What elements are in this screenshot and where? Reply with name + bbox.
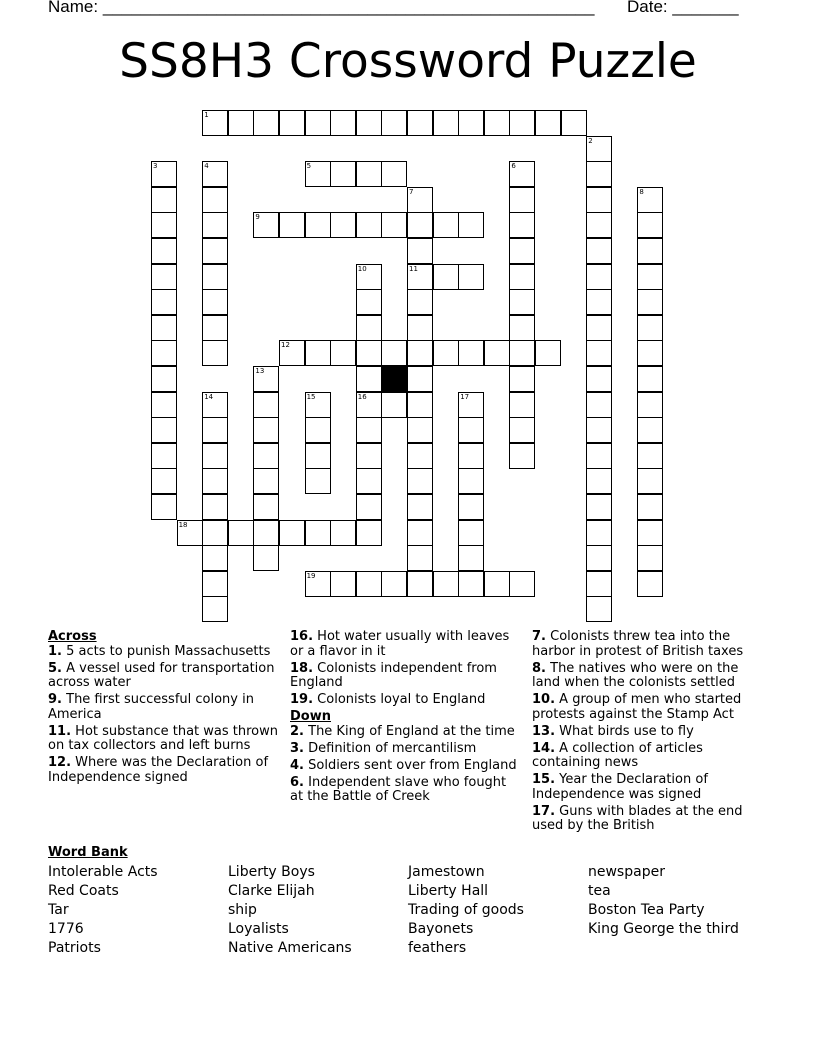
clue-across-1: 1. 5 acts to punish Massachusetts [48, 643, 271, 659]
grid-cell[interactable] [433, 571, 459, 597]
grid-cell[interactable] [433, 264, 459, 290]
grid-cell[interactable] [381, 110, 407, 136]
grid-cell[interactable] [586, 545, 612, 571]
grid-cell[interactable] [202, 212, 228, 238]
grid-cell[interactable] [637, 238, 663, 264]
grid-cell[interactable] [407, 520, 433, 546]
word-bank-item: Bayonets [408, 921, 474, 937]
word-bank-item: King George the third [588, 921, 739, 937]
grid-cell[interactable] [484, 340, 510, 366]
grid-cell[interactable] [253, 417, 279, 443]
grid-cell[interactable] [151, 315, 177, 341]
grid-cell[interactable] [509, 315, 535, 341]
grid-cell[interactable] [535, 110, 561, 136]
grid-cell[interactable] [356, 212, 382, 238]
clue-down-2: 2. The King of England at the time [290, 723, 515, 739]
clue-number: 14 [204, 392, 214, 401]
clue-number: 13 [255, 367, 265, 375]
grid-cell[interactable] [637, 366, 663, 392]
grid-cell[interactable] [407, 110, 433, 136]
word-bank-item: Clarke Elijah [228, 883, 315, 899]
grid-cell[interactable] [253, 468, 279, 494]
grid-cell[interactable] [407, 340, 433, 366]
grid-cell[interactable] [484, 110, 510, 136]
date-line: _______ [672, 0, 739, 16]
grid-cell[interactable] [228, 110, 254, 136]
grid-cell[interactable] [305, 340, 331, 366]
grid-cell[interactable] [253, 494, 279, 520]
grid-cell[interactable] [253, 520, 279, 546]
grid-cell[interactable] [484, 571, 510, 597]
grid-cell[interactable] [202, 264, 228, 290]
grid-cell[interactable] [279, 110, 305, 136]
clue-number: 11 [409, 264, 418, 273]
grid-cell[interactable] [458, 468, 484, 494]
grid-cell[interactable] [202, 468, 228, 494]
grid-cell[interactable] [330, 212, 356, 238]
grid-cell[interactable] [586, 289, 612, 315]
grid-cell[interactable] [586, 366, 612, 392]
grid-cell[interactable] [202, 238, 228, 264]
word-bank-item: tea [588, 883, 611, 899]
grid-cell[interactable] [330, 571, 356, 597]
grid-cell[interactable] [202, 520, 228, 546]
grid-cell[interactable] [330, 340, 356, 366]
grid-cell[interactable] [535, 340, 561, 366]
grid-cell[interactable] [586, 417, 612, 443]
grid-cell[interactable] [407, 366, 433, 392]
word-bank-item: ship [228, 902, 257, 918]
grid-cell[interactable] [458, 545, 484, 571]
grid-cell[interactable] [407, 417, 433, 443]
word-bank-item: newspaper [588, 864, 665, 880]
clue-across-12: 12. Where was the Declaration of Independence signed [48, 755, 269, 785]
grid-cell[interactable] [407, 392, 433, 418]
grid-cell[interactable] [202, 571, 228, 597]
clue-down-17: 17. Guns with blades at the end used by the British [532, 803, 743, 833]
grid-cell[interactable] [253, 545, 279, 571]
clue-down-14: 14. A collection of articles containing news [532, 740, 703, 770]
word-bank-title: Word Bank [48, 845, 128, 860]
grid-cell[interactable] [356, 443, 382, 469]
grid-cell[interactable] [586, 238, 612, 264]
grid-cell[interactable] [637, 212, 663, 238]
grid-cell[interactable] [356, 315, 382, 341]
grid-cell[interactable] [305, 212, 331, 238]
grid-cell[interactable] [151, 212, 177, 238]
grid-cell[interactable] [586, 315, 612, 341]
grid-cell[interactable] [407, 238, 433, 264]
grid-cell[interactable] [458, 340, 484, 366]
grid-cell[interactable] [637, 289, 663, 315]
grid-cell[interactable] [586, 187, 612, 213]
grid-cell[interactable] [433, 212, 459, 238]
grid-cell[interactable] [202, 187, 228, 213]
grid-cell[interactable] [356, 366, 382, 392]
grid-cell[interactable] [151, 340, 177, 366]
grid-cell[interactable] [151, 443, 177, 469]
grid-cell[interactable] [330, 161, 356, 187]
grid-cell[interactable] [151, 187, 177, 213]
clue-across-16: 16. Hot water usually with leaves or a flavor in it [290, 629, 510, 659]
grid-cell[interactable] [330, 520, 356, 546]
word-bank-item: Patriots [48, 940, 101, 956]
grid-cell[interactable] [637, 571, 663, 597]
word-bank-item: Red Coats [48, 883, 119, 899]
grid-cell[interactable] [509, 238, 535, 264]
grid-cell[interactable] [253, 110, 279, 136]
grid-cell[interactable] [356, 571, 382, 597]
grid-cell[interactable] [407, 545, 433, 571]
grid-cell[interactable] [381, 571, 407, 597]
grid-cell[interactable] [561, 110, 587, 136]
clue-down-4: 4. Soldiers sent over from England [290, 757, 517, 773]
grid-cell[interactable] [279, 520, 305, 546]
clue-number: 4 [204, 162, 209, 171]
clue-down-15: 15. Year the Declaration of Independence was signed [532, 772, 708, 802]
grid-cell[interactable] [637, 545, 663, 571]
clue-number: 3 [153, 162, 158, 171]
clue-across-18: 18. Colonists independent from England [290, 660, 497, 690]
grid-cell[interactable] [586, 596, 612, 622]
grid-cell[interactable] [509, 110, 535, 136]
grid-cell[interactable] [433, 340, 459, 366]
grid-cell[interactable] [202, 545, 228, 571]
word-bank-column-1 [48, 863, 158, 958]
word-bank-column-2 [228, 863, 352, 958]
clue-down-10: 10. A group of men who started protests against the Stamp Act [532, 692, 742, 722]
clue-across-11: 11. Hot substance that was thrown on tax collectors and left burns [48, 723, 279, 753]
grid-cell[interactable] [202, 443, 228, 469]
word-bank-column-3 [408, 863, 524, 958]
grid-cell[interactable] [356, 494, 382, 520]
grid-cell[interactable] [407, 212, 433, 238]
page-title: SS8H3 Crossword Puzzle [119, 34, 697, 89]
grid-cell[interactable] [202, 494, 228, 520]
grid-cell[interactable] [356, 417, 382, 443]
grid-cell[interactable] [253, 392, 279, 418]
grid-cell[interactable] [279, 212, 305, 238]
word-bank-item: Jamestown [408, 864, 485, 880]
clue-number: 9 [255, 213, 260, 222]
grid-cell[interactable] [637, 520, 663, 546]
grid-cell[interactable] [305, 468, 331, 494]
grid-cell[interactable] [586, 340, 612, 366]
grid-cell[interactable] [509, 571, 535, 597]
clue-number: 10 [357, 264, 367, 273]
clue-number: 16 [357, 392, 367, 401]
grid-cell[interactable] [586, 443, 612, 469]
grid-cell[interactable] [330, 110, 356, 136]
clues-column-2 [290, 630, 522, 807]
clue-number: 15 [306, 392, 316, 401]
grid-cell[interactable] [458, 264, 484, 290]
grid-cell[interactable] [637, 264, 663, 290]
clue-number: 1 [204, 111, 209, 119]
grid-cell[interactable] [509, 392, 535, 418]
grid-cell[interactable] [509, 340, 535, 366]
grid-cell[interactable] [356, 110, 382, 136]
grid-cell[interactable] [407, 443, 433, 469]
grid-cell[interactable] [381, 161, 407, 187]
word-bank-item: Liberty Hall [408, 883, 489, 899]
grid-cell[interactable] [509, 187, 535, 213]
clue-number: 18 [178, 520, 188, 529]
grid-cell[interactable] [458, 571, 484, 597]
grid-cell[interactable] [151, 468, 177, 494]
grid-cell[interactable] [509, 443, 535, 469]
clue-down-7: 7. Colonists threw tea into the harbor in protest of British taxes [532, 629, 744, 659]
grid-cell[interactable] [509, 212, 535, 238]
word-bank-item: Loyalists [228, 921, 289, 937]
grid-cell[interactable] [637, 468, 663, 494]
grid-cell[interactable] [433, 110, 459, 136]
word-bank-column-4 [588, 863, 739, 939]
grid-cell[interactable] [407, 315, 433, 341]
clue-down-6: 6. Independent slave who fought at the Battle of Creek [290, 774, 507, 804]
clue-number: 19 [306, 571, 316, 580]
grid-cell[interactable] [509, 366, 535, 392]
grid-cell[interactable] [356, 161, 382, 187]
grid-cell[interactable] [151, 494, 177, 520]
grid-cell[interactable] [305, 520, 331, 546]
clue-number: 5 [306, 162, 312, 171]
grid-cell[interactable] [305, 443, 331, 469]
grid-cell[interactable] [586, 212, 612, 238]
clue-across-5: 5. A vessel used for transportation across water [48, 660, 275, 690]
grid-cell[interactable] [356, 289, 382, 315]
word-bank-item: Liberty Boys [228, 864, 315, 880]
word-bank-item: Intolerable Acts [48, 864, 158, 880]
grid-cell[interactable] [151, 392, 177, 418]
clue-down-3: 3. Definition of mercantilism [290, 740, 477, 756]
grid-block [381, 366, 407, 392]
clue-number: 7 [409, 187, 414, 196]
grid-cell[interactable] [637, 417, 663, 443]
grid-cell[interactable] [586, 161, 612, 187]
grid-cell[interactable] [202, 340, 228, 366]
grid-cell[interactable] [253, 443, 279, 469]
clue-down-13: 13. What birds use to fly [532, 723, 694, 739]
grid-cell[interactable] [509, 417, 535, 443]
word-bank-item: feathers [408, 940, 467, 956]
grid-cell[interactable] [407, 468, 433, 494]
grid-cell[interactable] [151, 238, 177, 264]
grid-cell[interactable] [458, 417, 484, 443]
grid-cell[interactable] [381, 340, 407, 366]
grid-cell[interactable] [305, 417, 331, 443]
grid-cell[interactable] [356, 468, 382, 494]
grid-cell[interactable] [586, 571, 612, 597]
grid-cell[interactable] [356, 520, 382, 546]
grid-cell[interactable] [637, 392, 663, 418]
grid-cell[interactable] [407, 289, 433, 315]
clues-column-3 [532, 630, 757, 836]
word-bank-item: 1776 [48, 921, 84, 937]
clues-column-1 [48, 630, 278, 788]
grid-cell[interactable] [458, 520, 484, 546]
clue-down-8: 8. The natives who were on the land when the colonists settled [532, 660, 739, 690]
grid-cell[interactable] [637, 315, 663, 341]
grid-cell[interactable] [586, 264, 612, 290]
grid-cell[interactable] [458, 212, 484, 238]
grid-cell[interactable] [381, 392, 407, 418]
grid-cell[interactable] [202, 596, 228, 622]
grid-cell[interactable] [305, 110, 331, 136]
name-label: Name: [48, 0, 99, 16]
word-bank-item: Trading of goods [408, 902, 524, 918]
grid-cell[interactable] [228, 520, 254, 546]
grid-cell[interactable] [637, 494, 663, 520]
clue-number: 6 [511, 162, 516, 171]
clue-number: 17 [460, 392, 470, 401]
clue-across-19: 19. Colonists loyal to England [290, 692, 486, 707]
clue-number: 8 [639, 187, 644, 196]
grid-cell[interactable] [202, 315, 228, 341]
grid-cell[interactable] [381, 212, 407, 238]
grid-cell[interactable] [458, 110, 484, 136]
grid-cell[interactable] [637, 340, 663, 366]
grid-cell[interactable] [151, 366, 177, 392]
word-bank-item: Tar [48, 902, 69, 918]
grid-cell[interactable] [407, 494, 433, 520]
grid-cell[interactable] [151, 264, 177, 290]
clue-across-9: 9. The first successful colony in America [48, 692, 254, 722]
grid-cell[interactable] [356, 340, 382, 366]
grid-cell[interactable] [637, 443, 663, 469]
grid-cell[interactable] [151, 417, 177, 443]
down-heading: Down [290, 709, 331, 724]
grid-cell[interactable] [586, 494, 612, 520]
clue-number: 2 [588, 136, 593, 145]
across-heading: Across [48, 629, 97, 644]
grid-cell[interactable] [586, 392, 612, 418]
grid-cell[interactable] [151, 289, 177, 315]
grid-cell[interactable] [407, 571, 433, 597]
grid-cell[interactable] [458, 494, 484, 520]
grid-cell[interactable] [586, 468, 612, 494]
date-label: Date: [627, 0, 668, 16]
word-bank-item: Native Americans [228, 940, 352, 956]
grid-cell[interactable] [202, 289, 228, 315]
grid-cell[interactable] [458, 443, 484, 469]
word-bank-item: Boston Tea Party [588, 902, 705, 918]
name-line: ____________________________________________________ [102, 0, 595, 16]
grid-cell[interactable] [586, 520, 612, 546]
grid-cell[interactable] [509, 289, 535, 315]
grid-cell[interactable] [509, 264, 535, 290]
clue-number: 12 [281, 341, 290, 350]
grid-cell[interactable] [202, 417, 228, 443]
